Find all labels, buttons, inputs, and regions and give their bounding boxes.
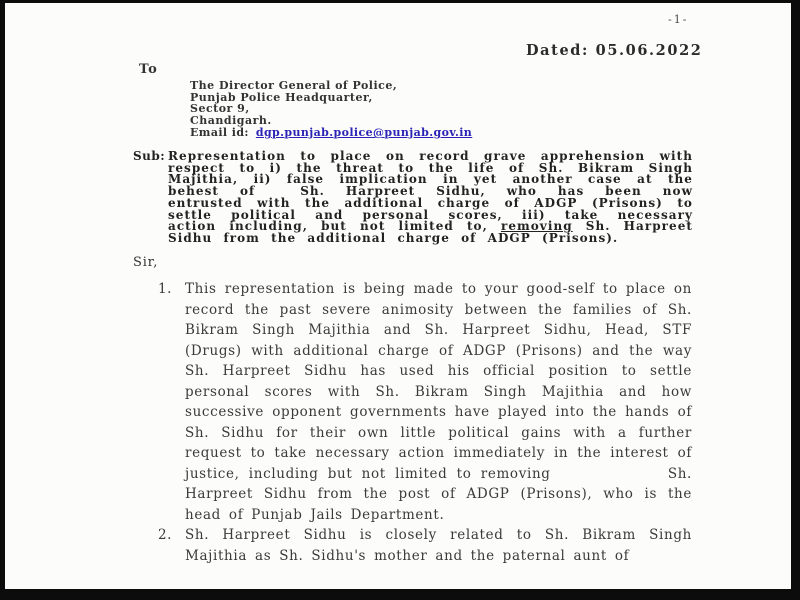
recipient-to-label: To	[139, 62, 158, 77]
scan-border-left	[0, 0, 5, 600]
email-row	[190, 126, 472, 139]
address-line: Chandigarh.	[190, 113, 272, 127]
paragraph-number: 2.	[158, 527, 172, 543]
salutation: Sir,	[133, 255, 159, 270]
address-line: Punjab Police Headquarter,	[190, 90, 373, 104]
subject-underlined-word: removing	[500, 219, 573, 234]
redaction-gap	[551, 477, 659, 478]
subject-label: Sub:	[133, 149, 166, 163]
email-link[interactable]: dgp.punjab.police@punjab.gov.in	[255, 126, 473, 139]
paragraph-text	[185, 279, 692, 525]
recipient-address	[190, 80, 397, 126]
address-line: The Director General of Police,	[190, 79, 398, 92]
paragraph-1-after-gap: Sh. Harpreet Sidhu from the post of ADGP (Prisons), who is the head of Punjab Jails Department.	[185, 465, 692, 523]
paragraph-1-before-gap: This representation is being made to your good-self to place on record the past severe animosity between the families of Sh. Bikram Singh Majithia and Sh. Harpreet Sidhu, Head, STF (Drugs) with additional charge of ADGP (Prisons) and the way Sh. Harpreet Sidhu has used his official position to settle personal scores with Sh. Bikram Singh Majithia and how successive opponent governments have played into the hands of Sh. Sidhu for their own little political gains with a further request to take necessary action immediately in the interest of justice, including but not limited to removing	[185, 281, 692, 482]
subject-block	[133, 151, 693, 245]
paragraph-1	[158, 279, 692, 525]
subject-part2: Sh. Harpreet Sidhu, who has been now entrusted with the additional charge of ADGP (Prisons) to settle political and personal scores, iii) take necessary action including, but not limited to,	[168, 184, 693, 234]
subject-text	[168, 151, 693, 245]
letter-body	[158, 279, 692, 566]
paragraph-number: 1.	[158, 281, 172, 297]
page-number: -1-	[668, 13, 689, 26]
paragraph-2	[158, 525, 692, 566]
scan-border-right	[791, 0, 800, 600]
email-label: Email id:	[190, 126, 249, 139]
paragraph-text: Sh. Harpreet Sidhu is closely related to Sh. Bikram Singh Majithia as Sh. Sidhu's mother and the paternal aunt of	[185, 527, 692, 564]
date-line: Dated: 05.06.2022	[526, 42, 703, 59]
scan-border-top	[0, 0, 800, 3]
scan-border-bottom	[0, 589, 800, 600]
address-line: Sector 9,	[190, 102, 250, 116]
subject-part3: Sh. Harpreet Sidhu from the additional charge of ADGP (Prisons).	[168, 219, 693, 245]
subject-part1: Representation to place on record grave apprehension with respect to i) the threat to the life of Sh. Bikram Singh Majithia, ii) false implication in yet another case at the behest of	[168, 149, 693, 199]
